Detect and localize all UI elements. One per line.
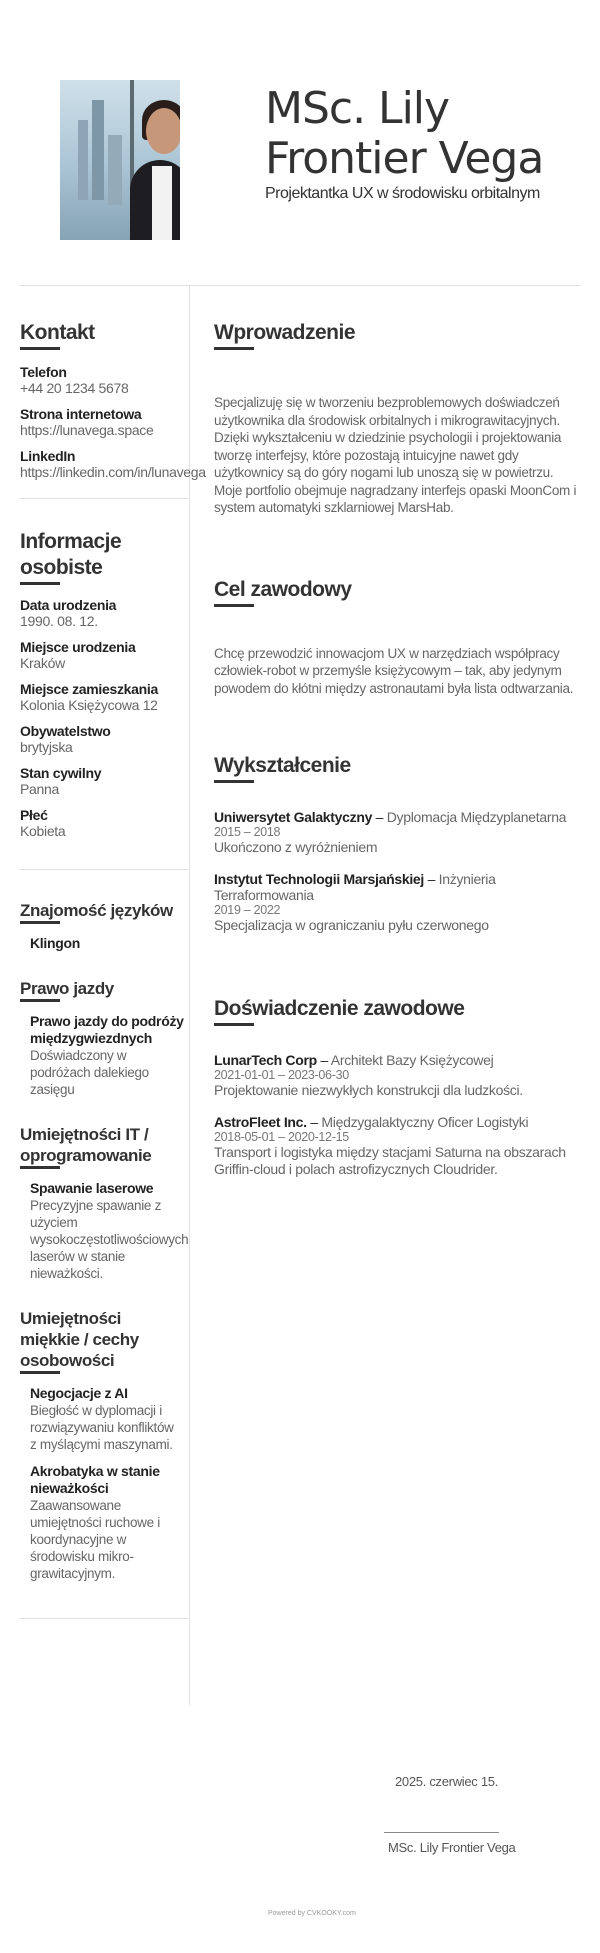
it-skill-name: Spawanie laserowe [30,1180,154,1196]
soft-skill-desc: Zaawansowane umiejętności ruchowe i koordynacyjne w środowisku mikro-grawitacyjnym. [30,1498,160,1581]
signature-line [384,1832,499,1833]
left-column [20,300,206,1619]
experience-date: 2018-05-01 – 2020-12-15 [214,1129,349,1144]
personal-value: Panna [20,781,59,797]
personal-value: brytyjska [20,739,73,755]
personal-label: Obywatelstwo [20,723,111,739]
language-item: Klingon [30,935,80,951]
soft-skill-name: Negocjacje z AI [30,1385,128,1401]
contact-label: Telefon [20,364,67,380]
contact-label: Strona internetowa [20,406,142,422]
experience-entry-head: AstroFleet Inc. – Międzygalaktyczny Oficer Logistyki [214,1113,529,1130]
driving-section-title: Prawo jazdy [20,979,114,998]
experience-desc: Transport i logistyka między stacjami Saturna na obszarach Griffin-cloud i polach astrofizycznych Cloudrider. [214,1143,566,1177]
education-entry-head: Uniwersytet Galaktyczny – Dyplomacja Międzyplanetarna [214,809,567,825]
contact-label: LinkedIn [20,448,76,464]
education-date: 2019 – 2022 [214,902,281,917]
experience-section-title: Doświadczenie zawodowe [214,997,465,1020]
goal-section-title: Cel zawodowy [214,577,352,601]
experience-date: 2021-01-01 – 2023-06-30 [214,1068,349,1082]
header-divider [20,285,580,286]
personal-value: Kolonia Księżycowa 12 [20,697,158,713]
personal-value: Kobieta [20,823,66,839]
it-skills-section-title: Umiejętności IT / oprogramowanie [20,1124,160,1166]
experience-desc: Projektowanie niezwykłych konstrukcji dla ludzkości. [214,1082,523,1098]
contact-website[interactable]: https://lunavega.space [20,422,154,438]
soft-skill-name: Akrobatyka w stanie nieważkości [30,1463,160,1496]
education-desc: Specjalizacja w ograniczaniu pyłu czerwonego [214,916,489,933]
personal-label: Miejsce zamieszkania [20,681,158,697]
soft-skill-desc: Biegłość w dyplomacji i rozwiązywaniu konfliktów z myślącymi maszynami. [30,1403,174,1452]
education-date: 2015 – 2018 [214,825,281,839]
contact-phone: +44 20 1234 5678 [20,380,129,396]
contact-section-title: Kontakt [20,321,95,344]
driving-item-desc: Doświadczony w podróżach dalekiego zasięgu [30,1048,149,1097]
education-entry-head: Instytut Technologii Marsjańskiej – Inżynieria Terraformowania [214,870,496,903]
education-desc: Ukończono z wyróżnieniem [214,839,378,855]
contact-linkedin[interactable]: https://linkedin.com/in/lunavega [20,464,206,480]
left-divider [20,1618,188,1619]
education-section-title: Wykształcenie [214,754,351,777]
profile-photo [60,80,180,240]
it-skill-desc: Precyzyjne spawanie z użyciem wysokoczęstotliwościowych laserów w stanie nieważkości. [30,1198,189,1281]
personal-label: Stan cywilny [20,765,102,781]
personal-label: Płeć [20,807,48,823]
left-divider [20,498,188,499]
signature-name: MSc. Lily Frontier Vega [388,1840,516,1855]
personal-value: Kraków [20,655,65,671]
intro-section-title: Wprowadzenie [214,321,356,344]
personal-label: Data urodzenia [20,597,117,613]
driving-item-name: Prawo jazdy do podróży międzygwiezdnych [30,1013,184,1046]
languages-section-title: Znajomość języków [20,901,173,920]
candidate-name: MSc. Lily Frontier Vega [265,83,544,184]
experience-entry-head: LunarTech Corp – Architekt Bazy Księżycowej [214,1052,494,1068]
intro-text: Specjalizuję się w tworzeniu bezproblemowych doświadczeń użytkownika dla środowisk orbitalnych i mikrograwitacyjnych. Dzięki wykształceniu w dziedzinie psychologii i projektowania tworzę interfejsy, które pozostają intuicyjne nawet gdy użytkownicy są do góry nogami lub unoszą się w powietrzu. Moje portfolio obejmuje nagradzany interfejs opaski MoonCom i system automatyki szklarniowej MarsHab. [214,395,577,515]
candidate-title: Projektantka UX w środowisku orbitalnym [265,185,540,202]
left-divider [20,869,188,870]
soft-skills-section-title: Umiejętności miękkie / cechy osobowości [20,1308,150,1371]
right-column [214,300,584,1179]
goal-text: Chcę przewodzić innowacjom UX w narzędziach współpracy człowiek-robot w przemyśle księżycowym – tak, aby jedynym powodem do kłótni między astronautami była lista odtwarzania. [214,645,574,696]
personal-section-title: Informacje osobiste [20,529,140,581]
document-date: 2025. czerwiec 15. [395,1774,498,1789]
personal-value: 1990. 08. 12. [20,613,98,629]
powered-by[interactable]: Powered by CVKOOKY.com [268,1910,356,1917]
personal-label: Miejsce urodzenia [20,639,136,655]
